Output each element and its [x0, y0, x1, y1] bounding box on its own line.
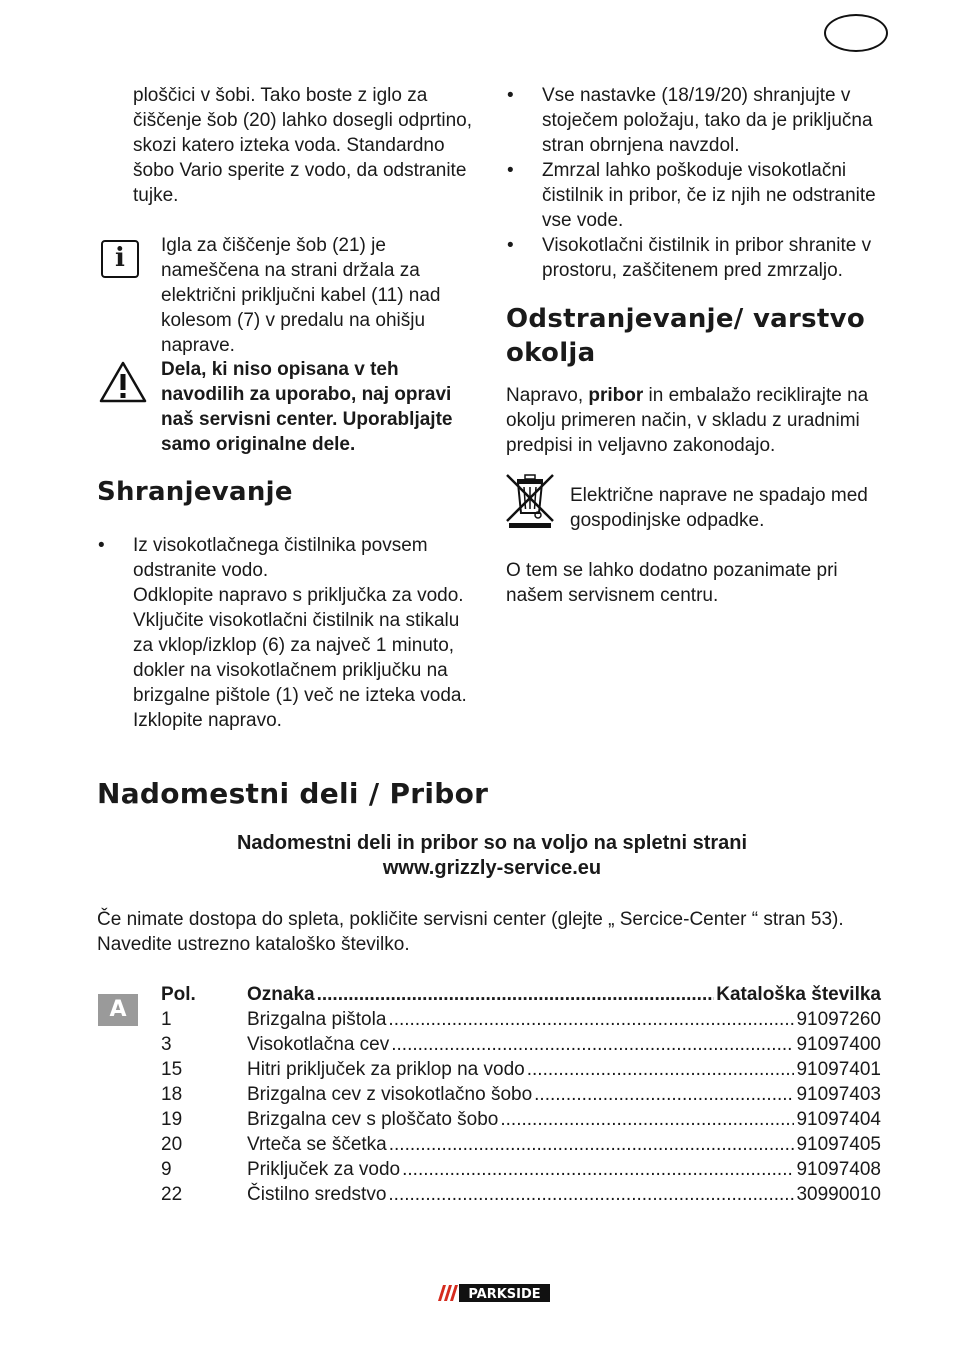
- weee-note: Električne naprave ne spadajo med gospodinjske odpadke.: [570, 485, 868, 531]
- table-row: 1 Brizgalna pištola ..... 91097260: [161, 1007, 881, 1032]
- offline-note: Če nimate dostopa do spleta, pokličite servisni center (glejte „ Sercice-Center “ stran 53). Navedite ustrezno kataloško številko.: [97, 909, 844, 955]
- list-item: • Vse nastavke (18/19/20) shranjujte v stoječem položaju, tako da je priključna stran obrnjena navzdol.: [507, 83, 897, 158]
- info-note: Igla za čiščenje šob (21) je nameščena na strani držala za električni priključni kabel (11) nad kolesom (7) v predalu na ohišju naprave.: [161, 235, 441, 356]
- figure-label-badge: A: [98, 994, 138, 1026]
- svg-text:PARKSIDE: PARKSIDE: [468, 1287, 541, 1302]
- info-icon: i: [101, 240, 139, 278]
- disposal-heading: Odstranjevanje/ varstvo okolja: [506, 304, 866, 368]
- list-item: • Visokotlačni čistilnik in pribor shranite v prostoru, zaščitenem pred zmrzaljo.: [507, 233, 897, 283]
- storage-heading: Shranjevanje: [97, 477, 293, 507]
- warning-triangle-icon: [98, 360, 148, 404]
- storage-tips-list: [507, 83, 897, 283]
- list-item: • Zmrzal lahko poškoduje visokotlačni čistilnik in pribor, če iz njih ne odstranite vse vode.: [507, 158, 897, 233]
- table-row: 18 Brizgalna cev z visokotlačno šobo ..... 91097403: [161, 1082, 881, 1107]
- intro-paragraph: ploščici v šobi. Tako boste z iglo za čiščenje šob (20) lahko dosegli odprtino, skozi katero izteka voda. Standardno šobo Vario sperite z vodo, da odstranite tujke.: [133, 85, 473, 206]
- parts-table-header: Pol. Oznaka ..... Kataloška številka: [161, 982, 881, 1007]
- table-row: 9 Priključek za vodo ..... 91097408: [161, 1157, 881, 1182]
- parkside-logo: [436, 1283, 551, 1303]
- storage-bullet: • Iz visokotlačnega čistilnika povsem odstranite vodo. Odklopite napravo s priključka za vodo. Vključite visokotlačni čistilnik na stikalu za vklop/izklop (6) za največ 1 minuto, dokler na visokotlačnem priključku na brizgalne pištole (1) več ne izteka voda. Izklopite napravo.: [98, 533, 483, 733]
- parts-table: [161, 982, 881, 1207]
- table-row: 20 Vrteča se ščetka ..... 91097405: [161, 1132, 881, 1157]
- language-badge-icon: [824, 14, 888, 52]
- table-row: 15 Hitri priključek za priklop na vodo ..... 91097401: [161, 1057, 881, 1082]
- warning-note: Dela, ki niso opisana v teh navodilih za uporabo, naj opravi naš servisni center. Uporabljajte samo originalne dele.: [161, 359, 453, 455]
- disposal-paragraph: Napravo, pribor in embalažo reciklirajte na okolju primeren način, v skladu z uradnimi predpisi in veljavno zakonodajo.: [506, 385, 869, 456]
- table-row: 19 Brizgalna cev s ploščato šobo ..... 91097404: [161, 1107, 881, 1132]
- website-link[interactable]: www.grizzly-service.eu: [382, 857, 602, 879]
- table-row: 3 Visokotlačna cev ..... 91097400: [161, 1032, 881, 1057]
- spare-parts-heading: Nadomestni deli / Pribor: [97, 777, 489, 810]
- service-note: O tem se lahko dodatno pozanimate pri našem servisnem centru.: [506, 560, 838, 606]
- storage-bullet-list: [98, 533, 483, 733]
- crossed-bin-icon: [503, 473, 557, 529]
- table-row: 22 Čistilno sredstvo ..... 30990010: [161, 1182, 881, 1207]
- online-availability: Nadomestni deli in pribor so na voljo na spletni strani www.grizzly-service.eu: [97, 831, 887, 881]
